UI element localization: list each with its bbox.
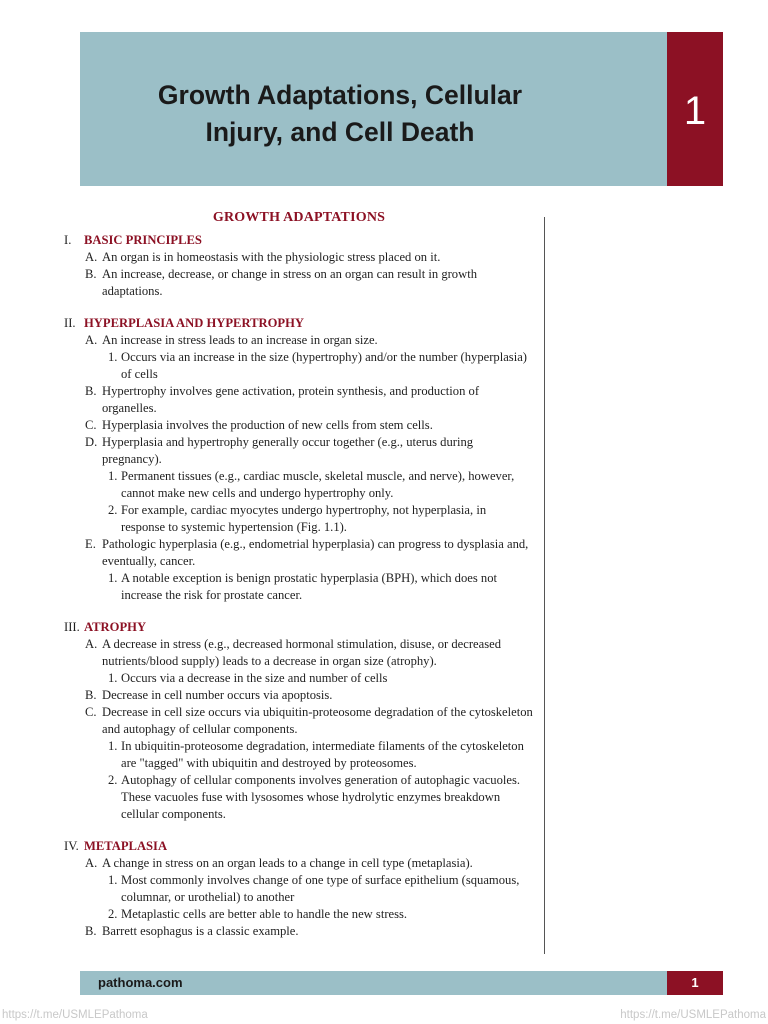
chapter-title [80,77,600,151]
subitem-text: Metaplastic cells are better able to handle the new stress. [121,907,408,921]
item-label: B. [85,267,97,281]
outline-content [0,232,545,955]
section-heading-text: BASIC PRINCIPLES [84,233,202,247]
item-text: Hyperplasia involves the production of new cells from stem cells. [102,418,433,432]
subitem-label: 1. [108,873,118,887]
item-text: A change in stress on an organ leads to a change in cell type (metaplasia). [102,856,473,870]
item-label: A. [85,856,98,870]
chapter-title-line-2: Injury, and Cell Death [205,117,475,147]
item-label: A. [85,250,98,264]
subitem-label: 2. [108,773,118,787]
outline-subitem [0,738,545,772]
section-heading-text: HYPERPLASIA AND HYPERTROPHY [84,316,304,330]
section-number: II. [64,316,76,330]
section-heading [0,619,545,636]
chapter-title-line-1: Growth Adaptations, Cellular [157,80,523,110]
item-text: A decrease in stress (e.g., decreased hormonal stimulation, disuse, or decreased nutrients/blood supply) leads to a decrease in organ size (atrophy). [102,637,502,668]
outline-subitem [0,772,545,823]
item-text: An increase, decrease, or change in stress on an organ can result in growth adaptations. [102,267,477,298]
item-label: E. [85,537,96,551]
subitem-label: 1. [108,739,118,753]
outline-subitem [0,468,545,502]
outline-item [0,855,545,872]
item-text: Pathologic hyperplasia (e.g., endometrial hyperplasia) can progress to dysplasia and, eventually, cancer. [102,537,529,568]
subitem-label: 1. [108,571,118,585]
item-text: An organ is in homeostasis with the physiologic stress placed on it. [102,250,441,264]
subitem-label: 1. [108,469,118,483]
section-number: I. [64,233,72,247]
outline-subitem [0,502,545,536]
item-text: Hyperplasia and hypertrophy generally occur together (e.g., uterus during pregnancy). [102,435,474,466]
subitem-label: 2. [108,503,118,517]
outline-item [0,266,545,300]
item-label: B. [85,688,97,702]
outline-section [0,315,545,604]
section-heading [0,232,545,249]
item-label: B. [85,384,97,398]
section-heading [0,838,545,855]
subitem-label: 1. [108,671,118,685]
subitem-text: Permanent tissues (e.g., cardiac muscle, skeletal muscle, and nerve), however, cannot make new cells and undergo hypertrophy only. [121,469,515,500]
item-label: B. [85,924,97,938]
subitem-label: 1. [108,350,118,364]
outline-item [0,249,545,266]
subitem-text: Autophagy of cellular components involves generation of autophagic vacuoles. These vacuoles fuse with lysosomes whose hydrolytic enzymes breakdown cellular components. [121,773,521,821]
outline-subitem [0,570,545,604]
outline-item [0,383,545,417]
item-text: Decrease in cell size occurs via ubiquitin-proteosome degradation of the cytoskeleton and autophagy of cellular components. [102,705,533,736]
subitem-text: A notable exception is benign prostatic hyperplasia (BPH), which does not increase the risk for prostate cancer. [121,571,497,602]
item-label: A. [85,637,98,651]
subitem-text: Occurs via an increase in the size (hypertrophy) and/or the number (hyperplasia) of cells [121,350,527,381]
item-label: D. [85,435,98,449]
outline-section [0,619,545,823]
subitem-text: Most commonly involves change of one type of surface epithelium (squamous, columnar, or urothelial) to another [121,873,520,904]
outline-item [0,332,545,349]
item-text: Hypertrophy involves gene activation, protein synthesis, and production of organelles. [102,384,480,415]
outline-section [0,232,545,300]
subitem-text: Occurs via a decrease in the size and number of cells [121,671,388,685]
chapter-number: 1 [683,89,707,133]
section-title: GROWTH ADAPTATIONS [212,210,386,225]
item-text: Decrease in cell number occurs via apoptosis. [102,688,333,702]
watermark-left: https://t.me/USMLEPathoma [2,1009,148,1021]
outline-subitem [0,349,545,383]
outline-item [0,687,545,704]
subitem-label: 2. [108,907,118,921]
section-heading-text: ATROPHY [84,620,147,634]
page-number: 1 [691,975,699,990]
section-number: IV. [64,839,79,853]
item-label: C. [85,418,97,432]
outline-item [0,923,545,940]
section-number: III. [64,620,80,634]
outline-item [0,636,545,670]
subitem-text: In ubiquitin-proteosome degradation, intermediate filaments of the cytoskeleton are "tagged" with ubiquitin and destroyed by proteosomes. [121,739,524,770]
footer-site[interactable]: pathoma.com [98,975,183,990]
item-text: Barrett esophagus is a classic example. [102,924,299,938]
item-label: A. [85,333,98,347]
watermark-right: https://t.me/USMLEPathoma [620,1009,766,1021]
outline-subitem [0,872,545,906]
outline-item [0,434,545,468]
outline-subitem [0,670,545,687]
item-label: C. [85,705,97,719]
outline-item [0,536,545,570]
section-heading [0,315,545,332]
section-heading-text: METAPLASIA [84,839,168,853]
outline-subitem [0,906,545,923]
item-text: An increase in stress leads to an increase in organ size. [102,333,378,347]
outline-item [0,704,545,738]
subitem-text: For example, cardiac myocytes undergo hypertrophy, not hyperplasia, in response to systemic hypertension (Fig. 1.1). [121,503,487,534]
outline-item [0,417,545,434]
outline-section [0,838,545,940]
